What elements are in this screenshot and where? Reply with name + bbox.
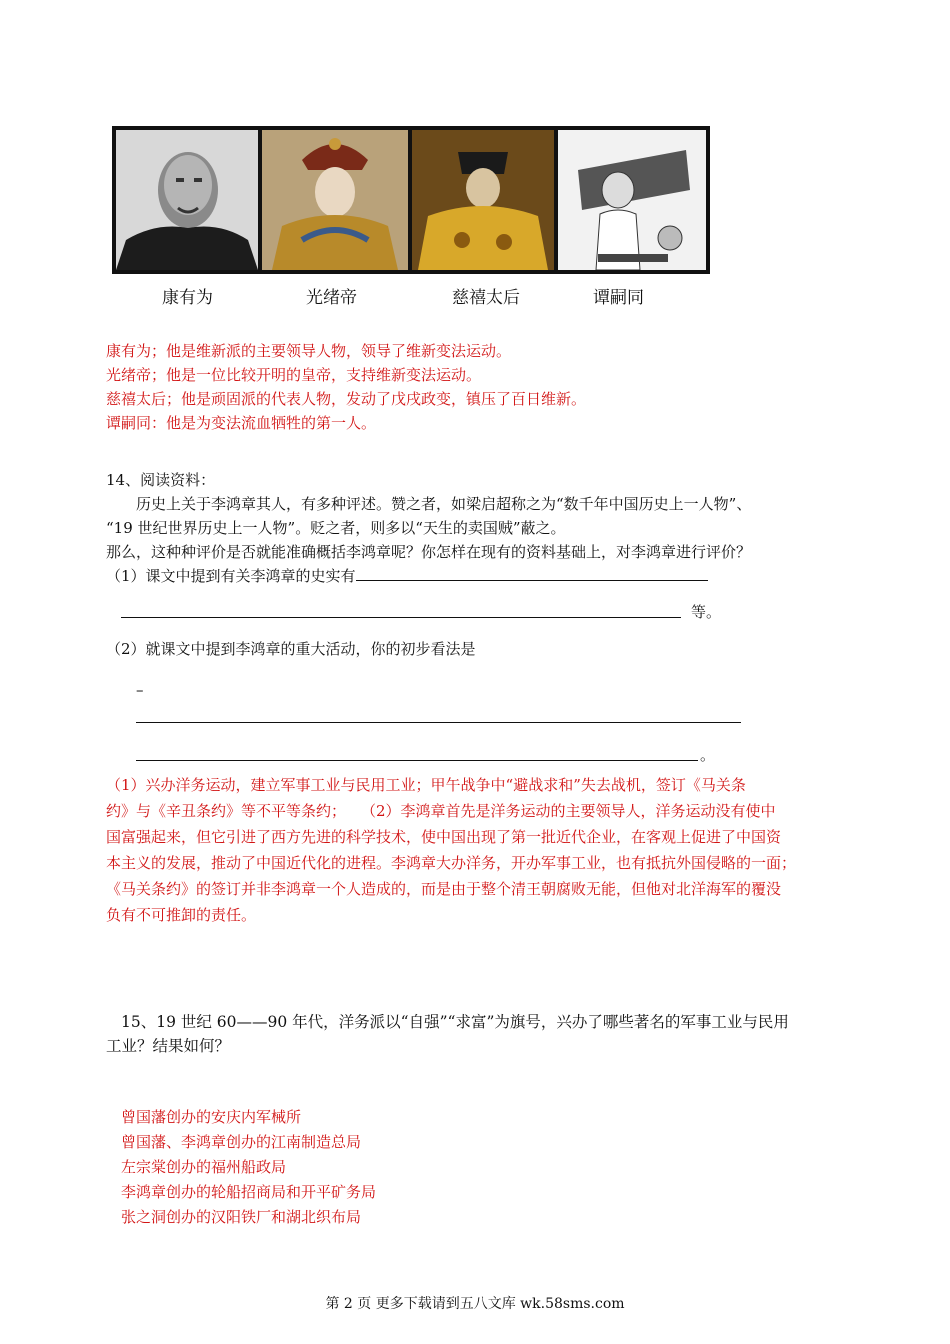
q14-sub2-blank-2[interactable] — [136, 760, 698, 761]
answer13-line-2: 光绪帝；他是一位比较开明的皇帝，支持维新变法运动。 — [106, 366, 482, 384]
q14-sub1-end: 等。 — [691, 603, 722, 621]
q15-line-2: 工业？结果如何？ — [106, 1037, 231, 1055]
answer13-line-3: 慈禧太后；他是顽固派的代表人物，发动了戊戌政变，镇压了百日维新。 — [106, 390, 587, 408]
q15-answer-3: 左宗棠创办的福州船政局 — [121, 1158, 287, 1176]
caption-tan-sitong: 谭嗣同 — [593, 288, 644, 308]
q14-question: 那么，这种种评价是否就能准确概括李鸿章呢？你怎样在现有的资料基础上，对李鸿章进行评价？ — [106, 543, 752, 561]
q14-sub2-blank-1[interactable] — [136, 722, 741, 723]
q14-sub1 — [106, 564, 708, 588]
q14-dash: – — [136, 681, 144, 699]
q14-answer-line-6: 负有不可推卸的责任。 — [106, 906, 257, 924]
caption-kang-youwei: 康有为 — [162, 288, 213, 308]
portrait-kang-youwei-image — [116, 130, 258, 270]
portrait-guangxu-image — [262, 130, 408, 270]
q14-title: 14、阅读资料： — [106, 471, 216, 489]
q15-line-1: 15、19 世纪 60——90 年代，洋务派以“自强”“求富”为旗号，兴办了哪些著名的军事工业与民用 — [121, 1013, 789, 1031]
q14-material-2: “19 世纪世界历史上一人物”。贬之者，则多以“天生的卖国贼”蔽之。 — [106, 519, 566, 537]
portrait-tan-sitong-image — [558, 130, 706, 270]
q14-material-1: 历史上关于李鸿章其人，有多种评述。赞之者，如梁启超称之为“数千年中国历史上一人物”、 — [136, 495, 752, 513]
q15-answer-4: 李鸿章创办的轮船招商局和开平矿务局 — [121, 1183, 377, 1201]
q14-answer-line-3: 国富强起来，但它引进了西方先进的科学技术，使中国出现了第一批近代企业，在客观上促进了中国资 — [106, 828, 782, 846]
q14-answer — [106, 772, 876, 928]
q14-answer-line-1: （1）兴办洋务运动，建立军事工业与民用工业；甲午战争中“避战求和”失去战机，签订《马关条 — [106, 776, 746, 794]
answer13-line-4: 谭嗣同：他是为变法流血牺牲的第一人。 — [106, 414, 377, 432]
q14-answer-line-2: 约》与《辛丑条约》等不平等条约； （2）李鸿章首先是洋务运动的主要领导人，洋务运动没有使中 — [106, 802, 776, 820]
page-footer: 第 2 页 更多下载请到五八文库 wk.58sms.com — [325, 1296, 625, 1312]
q14-sub1-blank[interactable] — [356, 566, 708, 581]
portrait-cixi-image — [412, 130, 554, 270]
q14-sub2: （2）就课文中提到李鸿章的重大活动，你的初步看法是 — [106, 640, 476, 658]
q15-answer-1: 曾国藩创办的安庆内军械所 — [121, 1108, 302, 1126]
q14-answer-line-4: 本主义的发展，推动了中国近代化的进程。李鸿章大办洋务，开办军事工业，也有抵抗外国侵略的一面； — [106, 854, 797, 872]
caption-cixi: 慈禧太后 — [452, 288, 520, 308]
q15-answer-2: 曾国藩、李鸿章创办的江南制造总局 — [121, 1133, 362, 1151]
caption-guangxu: 光绪帝 — [306, 288, 357, 308]
answer13-line-1: 康有为；他是维新派的主要领导人物，领导了维新变法运动。 — [106, 342, 512, 360]
q14-period: 。 — [700, 746, 716, 764]
q15-answer-5: 张之洞创办的汉阳铁厂和湖北织布局 — [121, 1208, 362, 1226]
portrait-strip — [112, 126, 710, 274]
q14-answer-line-5: 《马关条约》的签订并非李鸿章一个人造成的，而是由于整个清王朝腐败无能，但他对北洋海军的覆没 — [106, 880, 782, 898]
q14-sub1-label: （1）课文中提到有关李鸿章的史实有 — [106, 567, 356, 585]
q14-sub1-blank-2[interactable] — [121, 617, 681, 618]
